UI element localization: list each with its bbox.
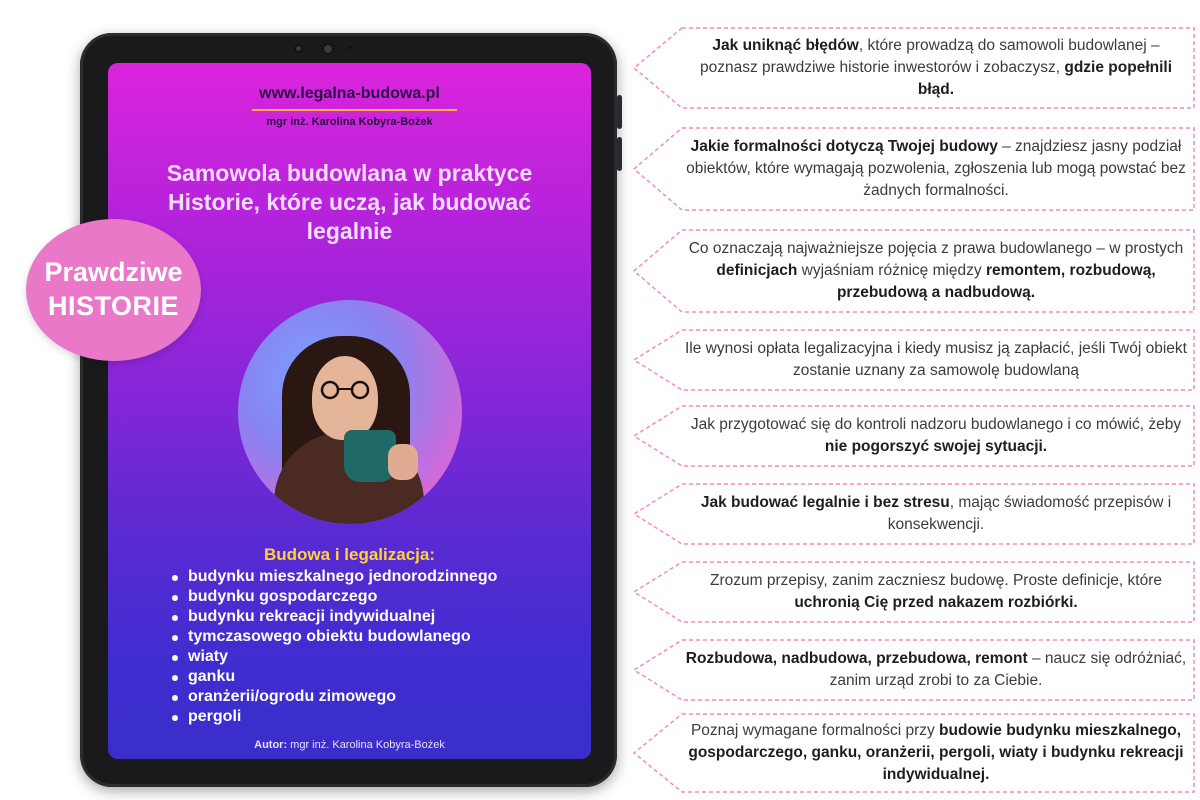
author-top: mgr inż. Karolina Kobyra-Bożek	[266, 116, 433, 128]
callout-bold-text: Jakie formalności dotyczą Twojej budowy	[690, 138, 998, 155]
callout-box	[630, 560, 1196, 624]
callout-box	[630, 404, 1196, 468]
tablet-mockup	[80, 33, 617, 787]
camera-icon	[322, 43, 334, 55]
portrait-hand	[388, 444, 418, 480]
callout-box	[630, 482, 1196, 546]
callout-text-run: – znajdziesz jasny podział obiektów, które wymagają pozwolenia, zgłoszenia lub mogą powstać bez żadnych formalności.	[686, 138, 1186, 199]
url-underline	[252, 109, 457, 111]
callout-text	[682, 638, 1190, 702]
callout-text-run: Co oznaczają najważniejsze pojęcia z prawa budowlanego – w prostych	[688, 240, 1184, 257]
callout-text-run: , które prowadzą do samowoli budowlanej – poznasz prawdziwe historie inwestorów i zobaczysz,	[699, 37, 1160, 76]
list-item: budynku rekreacji indywidualnej	[170, 607, 497, 627]
true-stories-badge	[26, 219, 201, 361]
callout-bold-text: Jak budować legalnie i bez stresu	[700, 494, 950, 511]
author-credit	[108, 739, 591, 751]
callout-bold-text: nie pogorszyć swojej sytuacji.	[824, 438, 1048, 455]
callout-text-run: – naucz się odróżniać, zanim urząd zrobi to za Ciebie.	[829, 650, 1187, 689]
list-item: oranżerii/ogrodu zimowego	[170, 687, 497, 707]
benefits-callouts	[630, 26, 1196, 796]
callout-bold-text: uchronią Cię przed nakazem rozbiórki.	[794, 594, 1078, 611]
author-name: mgr inż. Karolina Kobyra-Bożek	[287, 739, 445, 751]
callout-bold-text: gdzie popełnili błąd.	[917, 59, 1173, 98]
callout-text	[682, 126, 1190, 212]
callout-text-run: wyjaśniam różnicę między	[797, 262, 986, 279]
callout-text-run: Jak przygotować się do kontroli nadzoru budowlanego i co mówić, żeby	[690, 416, 1182, 433]
callout-text	[682, 26, 1190, 110]
callout-text-run: Zrozum przepisy, zanim zaczniesz budowę. Proste definicje, które	[710, 572, 1162, 589]
list-item: budynku mieszkalnego jednorodzinnego	[170, 567, 497, 587]
glasses-icon	[316, 380, 374, 400]
list-item: tymczasowego obiektu budowlanego	[170, 627, 497, 647]
site-url[interactable]: www.legalna-budowa.pl	[259, 85, 440, 102]
callout-box	[630, 228, 1196, 314]
callout-text-run: Ile wynosi opłata legalizacyjna i kiedy musisz ją zapłacić, jeśli Twój obiekt zostanie uznany za samowolę budowlaną	[685, 340, 1187, 379]
callout-box	[630, 328, 1196, 392]
list-heading: Budowa i legalizacja:	[264, 545, 435, 564]
callout-text	[682, 404, 1190, 468]
ebook-title-line: Samowola budowlana w praktyce	[166, 160, 533, 186]
tablet-side-button	[617, 137, 622, 171]
list-item: pergoli	[170, 707, 497, 727]
badge-line1: Prawdziwe	[44, 257, 183, 288]
callout-bold-text: Rozbudowa, nadbudowa, przebudowa, remont	[685, 650, 1028, 667]
ebook-subtitle-line: Historie, które uczą, jak budować	[168, 188, 531, 215]
callout-text	[682, 328, 1190, 392]
list-item: wiaty	[170, 647, 497, 667]
callout-bold-text: Jak uniknąć błędów	[712, 37, 859, 54]
list-item: ganku	[170, 667, 497, 687]
callout-text-run: , mając świadomość przepisów i konsekwencji.	[887, 494, 1172, 533]
callout-text-run: Poznaj wymagane formalności przy	[690, 722, 940, 739]
camera-icon	[294, 44, 303, 53]
callout-bold-text: remontem, rozbudową, przebudową a nadbudową.	[836, 262, 1156, 301]
callout-box	[630, 26, 1196, 110]
callout-text	[682, 228, 1190, 314]
callout-text	[682, 712, 1190, 794]
callout-box	[630, 126, 1196, 212]
ebook-cover	[108, 63, 591, 759]
callout-text	[682, 482, 1190, 546]
callout-box	[630, 712, 1196, 794]
callout-bold-text: budowie budynku mieszkalnego, gospodarczego, ganku, oranżerii, pergoli, wiaty i budynku rekreacji indywidualnej.	[688, 722, 1184, 783]
tablet-side-button	[617, 95, 622, 129]
topics-list	[170, 567, 497, 727]
callout-box	[630, 638, 1196, 702]
sensor-icon	[348, 46, 353, 51]
author-label: Autor:	[254, 739, 288, 751]
ebook-title	[118, 159, 581, 245]
callout-text	[682, 560, 1190, 624]
callout-bold-text: definicjach	[716, 262, 798, 279]
list-item: budynku gospodarczego	[170, 587, 497, 607]
author-portrait	[238, 300, 462, 524]
ebook-subtitle-line: legalnie	[306, 217, 393, 244]
badge-line2: HISTORIE	[47, 291, 180, 321]
